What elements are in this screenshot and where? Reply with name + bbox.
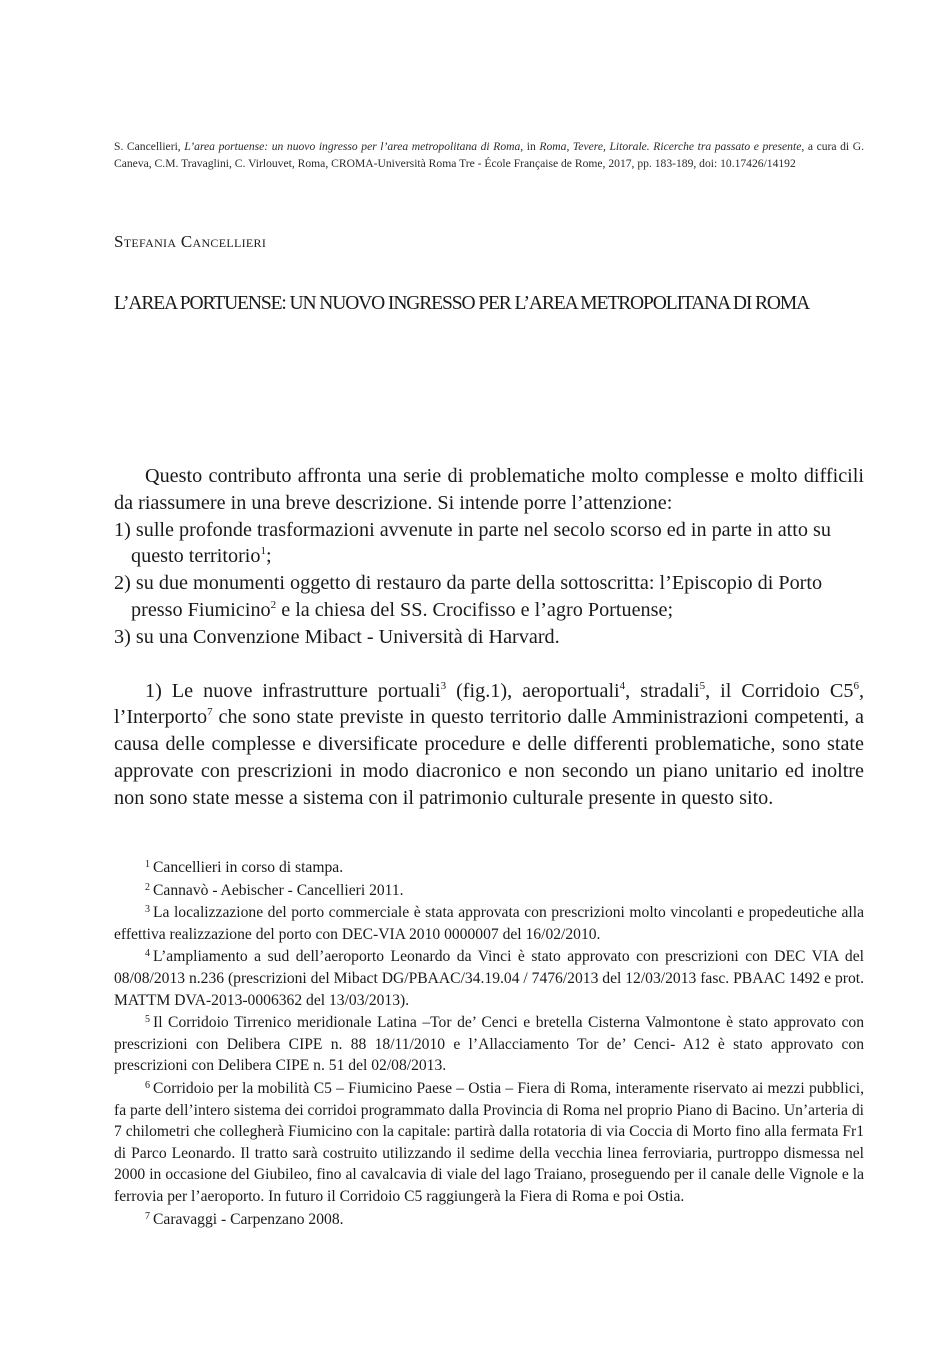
footnote-1: $^1$ Cancellieri in corso di stampa. [145, 859, 344, 876]
footnote-number: 5 [145, 1014, 150, 1026]
footnote-number: 4 [145, 948, 150, 960]
citation-header [114, 138, 864, 172]
paragraph-gap [114, 651, 864, 678]
footnote-5: $^5$ Il Corridoio Tirrenico meridionale Latina –Tor de’ Cenci e bretella Cisterna Valmontone è stato approvato con prescrizioni con Delibera CIPE n. 88 18/11/2010 e l’Allacciamento Tor de’ Cenci- A12 è stato approvato con prescrizioni con Delibera CIPE n. 51 del 02/08/2013. [114, 1014, 864, 1075]
citation-article-title: L’area portuense: un nuovo ingresso per l’area metropolitana di Roma [184, 140, 521, 153]
footnote-ref[interactable]: 2 [270, 598, 277, 611]
author-name: Stefania Cancellieri [114, 232, 267, 251]
footnote-4: $^4$ L’ampliamento a sud dell’aeroporto Leonardo da Vinci è stato approvato con prescrizioni con DEC VIA del 08/08/2013 n.236 (prescrizioni del Mibact DG/PBAAC/34.19.04 / 7476/2013 del 12/03/2013 fasc. PBAAC 1492 e prot. MATTM DVA-2013-0006362 del 13/03/2013). [114, 948, 864, 1009]
footnote-number: 1 [145, 859, 150, 870]
footnote-ref[interactable]: 6 [853, 679, 859, 692]
citation-author: S. Cancellieri, [114, 140, 181, 153]
list-item-2: 2) su due monumenti oggetto di restauro da parte della sottoscritta: l’Episcopio di Porto presso Fiumicino$^2$ e la chiesa del SS. Crocifisso e l’agro Portuense; [114, 572, 823, 621]
footnote-ref[interactable]: 1 [260, 545, 267, 558]
body-text [114, 463, 864, 812]
footnote-ref[interactable]: 3 [440, 679, 447, 692]
intro-paragraph: Questo contributo affronta una serie di problematiche molto complesse e molto difficili da riassumere in una breve descrizione. Si intende porre l’attenzione: [114, 465, 864, 514]
list-item-3: 3) su una Convenzione Mibact - Università di Harvard. [114, 625, 560, 648]
list-item-1: 1) sulle profonde trasformazioni avvenute in parte nel secolo scorso ed in parte in atto su questo territorio$^1$; [114, 518, 831, 568]
footnote-ref[interactable]: 5 [699, 679, 706, 692]
footnote-number: 2 [145, 881, 150, 893]
section-1-paragraph: 1) Le nuove infrastrutture portuali$^3$ (fig.1), aeroportuali$^4$, stradali$^5$, il Corridoio $C5^6$, l’Interporto$^7$ che sono state previste in questo territorio dalle Amministrazioni competenti, a causa delle complesse e diversificate procedure e delle differenti problematiche, sono state approvate con prescrizioni in modo diacronico e non secondo un piano unitario ed inoltre non sono state messe a sistema con il patrimonio culturale presente in questo sito. [114, 679, 864, 809]
citation-rest: a cura di G. Caneva, C.M. Travaglini, C. Virlouvet, Roma, CROMA-Università Roma Tre - École Française de Rome, 2017, pp. 183-189, doi: 10.17426/14192 [114, 140, 864, 170]
citation-volume-title: Roma, Tevere, Litorale. Ricerche tra passato e presente, [539, 140, 805, 153]
footnote-number: 7 [145, 1210, 150, 1222]
footnote-6: $^6$ Corridoio per la mobilità C5 – Fiumicino Paese – Ostia – Fiera di Roma, interamente riservato ai mezzi pubblici, fa parte dell’intero sistema dei corridoi programmato dalla Provincia di Roma nel proprio Piano di Bacino. Un’arteria di 7 chilometri che collegherà Fiumicino con la capitale: partirà dalla rotatoria di via Coccia di Morto fino alla fermata Fr1 di Parco Leonardo. Il tratto sarà costruito utilizzando il sedime della vecchia linea ferroviaria, purtroppo dismessa nel 2000 in occasione del Giubileo, fino al cavalcavia di viale del lago Traiano, proseguendo per il canale delle Vignole e la ferrovia per l’aeroporto. In futuro il Corridoio C5 raggiungerà la Fiera di Roma e poi Ostia. [114, 1079, 865, 1205]
footnotes [114, 857, 864, 1231]
article-title: L’AREA PORTUENSE: UN NUOVO INGRESSO PER L’AREA METROPOLITANA DI ROMA [114, 293, 810, 314]
footnote-7: $^7$ Caravaggi - Carpenzano 2008. [145, 1210, 344, 1228]
footnote-number: 3 [145, 904, 150, 916]
footnote-ref[interactable]: 7 [207, 706, 213, 719]
footnote-2: $^2$ Cannavò - Aebischer - Cancellieri 2011. [145, 881, 404, 899]
citation-in: , in [520, 140, 536, 153]
footnote-3: $^3$ La localizzazione del porto commerciale è stata approvata con prescrizioni molto vincolanti e propedeutiche alla effettiva realizzazione del porto con DEC-VIA 2010 0000007 del 16/02/2010. [114, 904, 864, 943]
footnote-number: 6 [145, 1079, 150, 1091]
footnote-ref[interactable]: 4 [619, 679, 626, 692]
